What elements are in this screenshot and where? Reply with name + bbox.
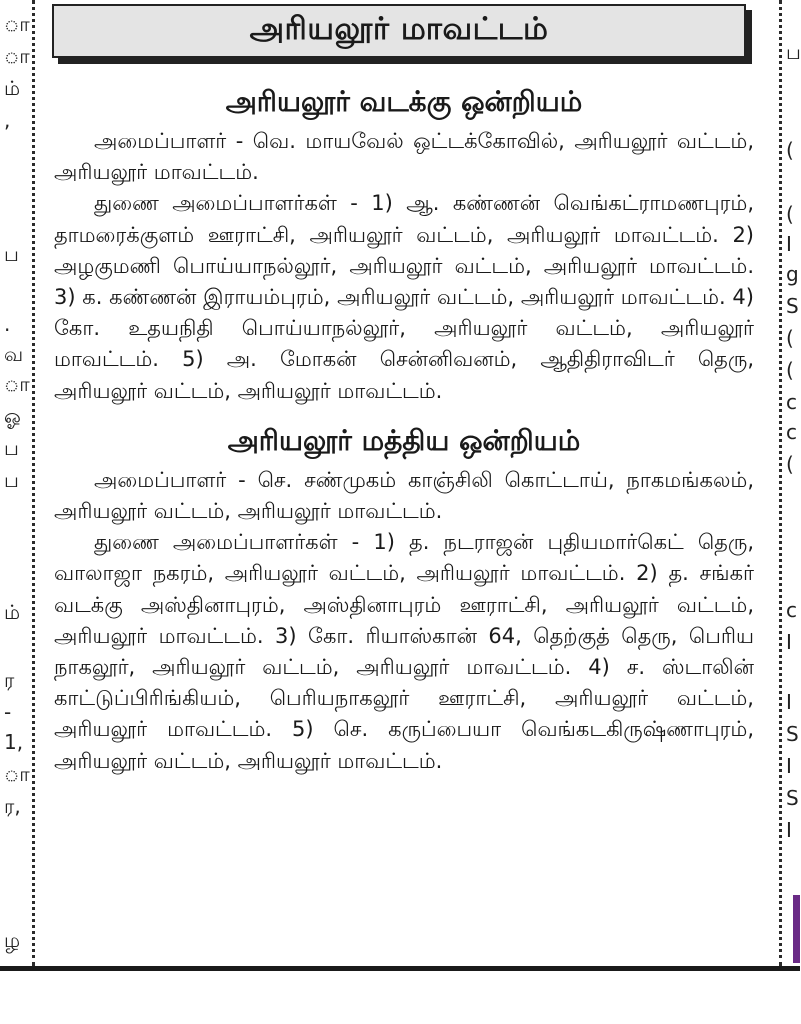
- left-fragment: .: [4, 312, 11, 336]
- right-fragment: I: [786, 232, 792, 256]
- left-fragment: ர,: [4, 794, 21, 818]
- right-fragment: ப: [786, 40, 801, 64]
- district-title-box: [52, 4, 746, 58]
- left-fragment: ா: [4, 12, 30, 36]
- bottom-rule: [0, 966, 800, 971]
- convener-paragraph-north: அமைப்பாளர் - வெ. மாயவேல் ஒட்டக்கோவில், அரியலூர் வட்டம், அரியலூர் மாவட்டம்.: [54, 129, 754, 185]
- right-fragment: c: [786, 420, 797, 444]
- left-fragment: ா: [4, 762, 30, 786]
- right-fragment: I: [786, 754, 792, 778]
- left-fragment: ழ: [4, 928, 21, 952]
- left-fragment: ா: [4, 372, 30, 396]
- left-fragment: ம்: [4, 600, 21, 624]
- right-fragment: S: [786, 722, 799, 746]
- article-body: [54, 82, 754, 777]
- right-fragment: (: [786, 202, 794, 226]
- left-fragment: ,: [4, 108, 11, 132]
- right-fragment: (: [786, 452, 794, 476]
- side-accent-bar: [793, 895, 800, 963]
- right-fragment: S: [786, 294, 799, 318]
- deputies-paragraph-north: துணை அமைப்பாளர்கள் - 1) ஆ. கண்ணன் வெங்கட்ராமணபுரம், தாமரைக்குளம் ஊராட்சி, அரியலூர் வட்டம், அரியலூர் மாவட்டம். 2) அழகுமணி பொய்யாநல்லூர், அரியலூர் வட்டம், அரியலூர் மாவட்டம். 3) க. கண்ணன் இராயம்புரம், அரியலூர் வட்டம், அரியலூர் மாவட்டம். 4) கோ. உதயநிதி பொய்யாநல்லூர், அரியலூர் வட்டம், அரியலூர் மாவட்டம். 5) அ. மோகன் சென்னிவனம், ஆதிதிராவிடர் தெரு, அரியலூர் வட்டம், அரியலூர் மாவட்டம்.: [54, 191, 754, 403]
- right-fragment: S: [786, 786, 799, 810]
- deputies-paragraph-central: துணை அமைப்பாளர்கள் - 1) த. நடராஜன் புதியமார்கெட் தெரு, வாலாஜா நகரம், அரியலூர் வட்டம், அரியலூர் மாவட்டம். 2) த. சங்கர் வடக்கு அஸ்தினாபுரம், அஸ்தினாபுரம் ஊராட்சி, அரியலூர் வட்டம், அரியலூர் மாவட்டம். 3) கோ. ரியாஸ்கான் 64, தெற்குத் தெரு, பெரிய நாகலூர், அரியலூர் வட்டம், அரியலூர் மாவட்டம். 4) ச. ஸ்டாலின் காட்டுப்பிரிங்கியம், பெரியநாகலூர் ஊராட்சி, அரியலூர் வட்டம், அரியலூர் மாவட்டம். 5) செ. கருப்பையா வெங்கடகிருஷ்ணாபுரம், அரியலூர் வட்டம், அரியலூர் மாவட்டம்.: [54, 530, 754, 773]
- right-fragment: I: [786, 630, 792, 654]
- left-fragment: வ: [4, 342, 24, 366]
- right-fragment: I: [786, 690, 792, 714]
- section-heading-north: அரியலூர் வடக்கு ஒன்றியம்: [225, 85, 583, 118]
- left-fragment: ப: [4, 436, 19, 460]
- left-fragment: ா: [4, 44, 30, 68]
- right-fragment: g: [786, 262, 799, 286]
- right-fragment: (: [786, 358, 794, 382]
- left-fragment: ப: [4, 468, 19, 492]
- left-fragment: ர: [4, 668, 15, 692]
- right-fragment: (: [786, 326, 794, 350]
- left-fragment: ம்: [4, 76, 21, 100]
- right-fragment: c: [786, 390, 797, 414]
- right-column-divider: [779, 0, 782, 966]
- right-fragment: c: [786, 598, 797, 622]
- left-column-divider: [32, 0, 35, 966]
- left-fragment: -: [4, 700, 12, 724]
- left-fragment: 1,: [4, 730, 24, 754]
- left-fragment: ஓ: [4, 404, 21, 428]
- convener-paragraph-central: அமைப்பாளர் - செ. சண்முகம் காஞ்சிலி கொட்டாய், நாகமங்கலம், அரியலூர் வட்டம், அரியலூர் மாவட்டம்.: [54, 467, 754, 524]
- right-column-fragments: [784, 0, 800, 960]
- section-heading-central: அரியலூர் மத்திய ஒன்றியம்: [227, 423, 581, 457]
- district-title: அரியலூர் மாவட்டம்: [249, 11, 549, 47]
- left-fragment: ப: [4, 242, 19, 266]
- right-fragment: (: [786, 138, 794, 162]
- right-fragment: I: [786, 818, 792, 842]
- left-column-fragments: [0, 0, 30, 960]
